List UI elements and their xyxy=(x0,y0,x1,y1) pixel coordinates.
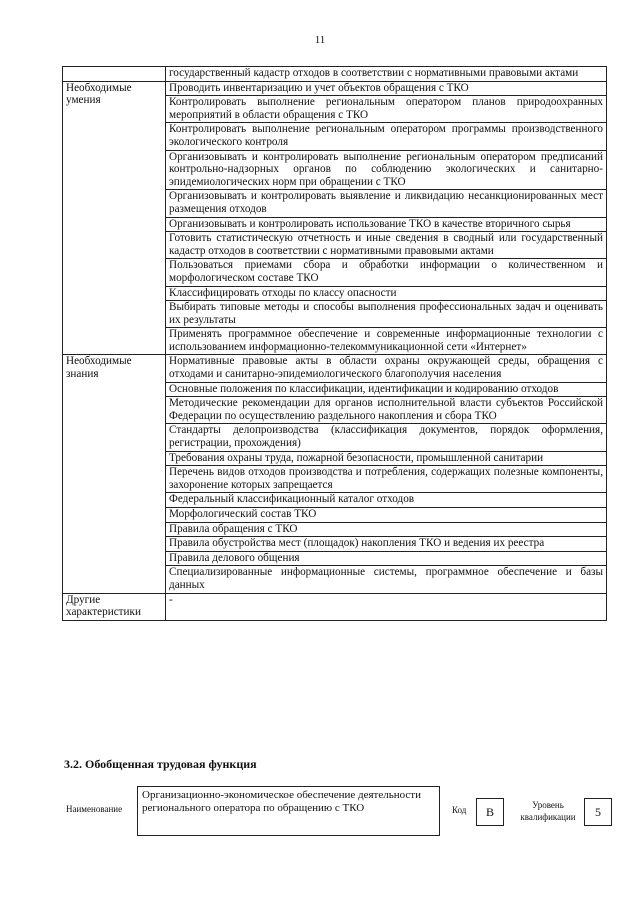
item-cell: Организовывать и контролировать использование ТКО в качестве вторичного сырья xyxy=(166,217,607,232)
table-row xyxy=(63,81,607,96)
item-cell: Правила обустройства мест (площадок) накопления ТКО и ведения их реестра xyxy=(166,537,607,552)
item-cell: Применять программное обеспечение и современные информационные технологии с использованием информационно-телекоммуникационной сети «Интернет» xyxy=(166,328,607,355)
table-row xyxy=(63,67,607,82)
item-cell: Федеральный классификационный каталог отходов xyxy=(166,493,607,508)
item-cell: Основные положения по классификации, идентификации и кодированию отходов xyxy=(166,382,607,397)
item-cell: Контролировать выполнение региональным оператором программы производственного экологического контроля xyxy=(166,123,607,150)
requirements-table-body xyxy=(63,67,607,621)
item-cell: Нормативные правовые акты в области охраны окружающей среды, обращения с отходами и санитарно-эпидемиологического благополучия населения xyxy=(166,355,607,382)
item-cell: Выбирать типовые методы и способы выполнения профессиональных задач и оценивать их результаты xyxy=(166,301,607,328)
item-cell: Требования охраны труда, пожарной безопасности, промышленной санитарии xyxy=(166,451,607,466)
item-cell: Правила делового общения xyxy=(166,551,607,566)
item-cell: Пользоваться приемами сбора и обработки информации о количественном и морфологическом составе ТКО xyxy=(166,259,607,286)
code-label: Код xyxy=(452,805,467,815)
code-value: В xyxy=(476,798,504,826)
item-cell: Морфологический состав ТКО xyxy=(166,508,607,523)
item-cell: государственный кадастр отходов в соответствии с нормативными правовыми актами xyxy=(166,67,607,82)
category-cell: Необходимые знания xyxy=(63,355,166,593)
item-cell: Правила обращения с ТКО xyxy=(166,522,607,537)
item-cell: Организовывать и контролировать выявление и ликвидацию несанкционированных мест размещения отходов xyxy=(166,190,607,217)
item-cell: Готовить статистическую отчетность и иные сведения в сводный или государственный кадастр отходов в соответствии с нормативными правовыми актами xyxy=(166,232,607,259)
table-row xyxy=(63,593,607,620)
section-title: 3.2. Обобщенная трудовая функция xyxy=(64,757,257,771)
item-cell: Организовывать и контролировать выполнение региональным оператором предписаний контрольно-надзорных органов по соблюдению экологических и санитарно-эпидемиологических норм при обращении с ТКО xyxy=(166,150,607,190)
requirements-table xyxy=(62,66,607,621)
category-cell xyxy=(63,67,166,82)
generalized-function-row xyxy=(62,786,610,838)
table-row xyxy=(63,355,607,382)
name-value: Организационно-экономическое обеспечение деятельности регионального оператора по обращению с ТКО xyxy=(137,786,440,836)
item-cell: Перечень видов отходов производства и потребления, содержащих полезные компоненты, захоронение которых запрещается xyxy=(166,466,607,493)
item-cell: Стандарты делопроизводства (классификация документов, порядок оформления, регистрации, прохождения) xyxy=(166,424,607,451)
category-cell: Необходимые умения xyxy=(63,81,166,355)
item-cell: - xyxy=(166,593,607,620)
item-cell: Специализированные информационные системы, программное обеспечение и базы данных xyxy=(166,566,607,593)
qualification-level-value: 5 xyxy=(584,798,612,826)
qualification-level-label: Уровень квалификации xyxy=(520,800,576,822)
item-cell: Проводить инвентаризацию и учет объектов обращения с ТКО xyxy=(166,81,607,96)
page-number: 11 xyxy=(314,34,326,46)
category-cell: Другие характеристики xyxy=(63,593,166,620)
item-cell: Классифицировать отходы по классу опасности xyxy=(166,286,607,301)
item-cell: Методические рекомендации для органов исполнительной власти субъектов Российской Федерации по осуществлению раздельного накопления и сбора ТКО xyxy=(166,397,607,424)
item-cell: Контролировать выполнение региональным оператором планов природоохранных мероприятий в области обращения с ТКО xyxy=(166,96,607,123)
name-label: Наименование xyxy=(66,804,123,814)
